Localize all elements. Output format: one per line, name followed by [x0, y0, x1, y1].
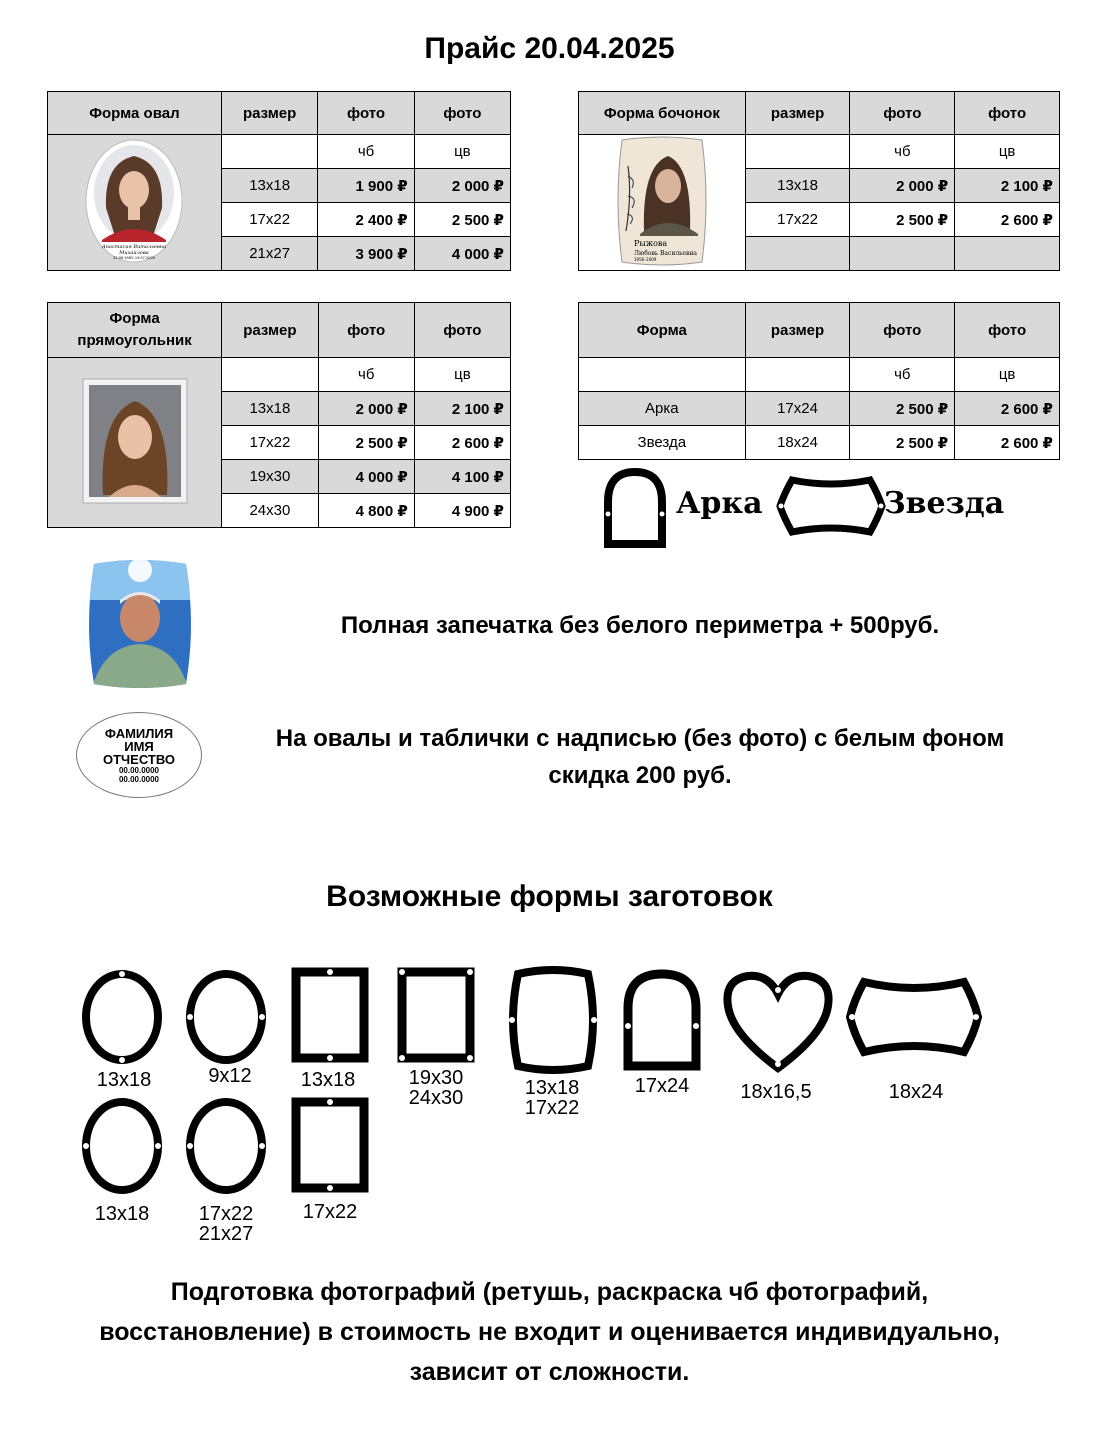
price-bw-cell: 2 500 ₽: [850, 203, 955, 237]
table-header: фото: [318, 303, 414, 358]
price-table-form: [578, 302, 1060, 460]
oval-blank-icon: [80, 968, 164, 1066]
size-cell: 17х22: [221, 203, 318, 237]
barrel-portrait-image: [614, 136, 710, 266]
size-cell: 19х30: [222, 460, 318, 494]
table-row: [579, 392, 1060, 426]
blank-size-label: 17х22: [302, 1201, 358, 1223]
blank-size-label: [502, 1078, 602, 1118]
table-header: размер: [221, 92, 318, 135]
size-cell: 17х24: [745, 392, 850, 426]
plate-note: [200, 720, 1080, 794]
price-color-cell: 2 100 ₽: [955, 169, 1060, 203]
blank-size-line: 17х22: [524, 1097, 580, 1119]
oval-blank-icon: [80, 1096, 164, 1196]
table-cell: цв: [955, 358, 1060, 392]
price-bw-cell: 2 500 ₽: [850, 392, 955, 426]
arch-shape-icon: [600, 466, 670, 550]
size-cell: 13х18: [222, 392, 318, 426]
footer-line: восстановление) в стоимость не входит и оценивается индивидуально,: [99, 1318, 1000, 1346]
price-color-cell: 2 600 ₽: [955, 426, 1060, 460]
rect-photo-cell: [48, 358, 222, 528]
blank-size-line: 17х22: [198, 1203, 254, 1225]
table-header: фото: [414, 92, 510, 135]
table-cell: [745, 358, 850, 392]
blank-size-line: 24х30: [408, 1087, 464, 1109]
table-header: размер: [222, 303, 318, 358]
table-cell: [745, 135, 850, 169]
price-color-cell: 4 000 ₽: [414, 237, 510, 271]
price-color-cell: 4 100 ₽: [414, 460, 510, 494]
plate-line: 00.00.0000: [118, 766, 160, 775]
table-header: Форма бочонок: [579, 92, 746, 135]
blank-size-line: 21х27: [198, 1223, 254, 1245]
price-color-cell: 2 100 ₽: [414, 392, 510, 426]
form-name-cell: Звезда: [579, 426, 746, 460]
caption-line: Рыжова: [633, 238, 668, 248]
oval-photo-cell: [48, 135, 222, 271]
blank-size-label: [176, 1204, 276, 1244]
blank-size-label: 13х18: [94, 1203, 150, 1225]
rect-blank-icon: [290, 1096, 370, 1194]
size-cell: 13х18: [221, 169, 318, 203]
table-header: размер: [745, 303, 850, 358]
price-bw-cell: 2 000 ₽: [850, 169, 955, 203]
price-color-cell: 2 600 ₽: [955, 392, 1060, 426]
price-color-cell: 4 900 ₽: [414, 494, 510, 528]
heart-blank-icon: [720, 966, 836, 1076]
blank-size-label: 18х24: [888, 1081, 944, 1103]
size-cell: 21х27: [221, 237, 318, 271]
table-header: Форма овал: [48, 92, 222, 135]
star-label: Звезда: [884, 486, 1005, 521]
arch-blank-icon: [620, 966, 704, 1074]
price-bw-cell: 3 900 ₽: [318, 237, 414, 271]
size-cell: [745, 237, 850, 271]
price-color-cell: 2 500 ₽: [414, 203, 510, 237]
table-cell: чб: [318, 358, 414, 392]
plate-note-line: скидка 200 руб.: [548, 762, 732, 789]
price-color-cell: 2 000 ₽: [414, 169, 510, 203]
footer-line: зависит от сложности.: [409, 1358, 690, 1386]
price-table-oval: [47, 91, 511, 271]
table-header: Форма прямоугольник: [48, 303, 222, 358]
plate-line: ФАМИЛИЯ: [104, 726, 174, 741]
blank-size-label: 17х24: [634, 1075, 690, 1097]
plate-note-line: На овалы и таблички с надписью (без фото) с белым фоном: [275, 725, 1005, 752]
size-cell: 18х24: [745, 426, 850, 460]
table-cell: чб: [850, 135, 955, 169]
table-cell: цв: [414, 358, 510, 392]
rect-blank-icon: [290, 966, 370, 1064]
arch-label: Арка: [676, 486, 763, 521]
caption-line: Любовь Васильевна: [633, 249, 697, 257]
price-bw-cell: 4 800 ₽: [318, 494, 414, 528]
full-print-note: Полная запечатка без белого периметра + 500руб.: [340, 612, 940, 639]
caption-line: 1956–2009: [633, 256, 657, 262]
plate-line: ОТЧЕСТВО: [102, 752, 176, 767]
blank-size-label: 13х18: [300, 1069, 356, 1091]
oval-portrait-image: [84, 138, 184, 264]
price-table-barrel: [578, 91, 1060, 271]
price-table-rect: [47, 302, 511, 528]
page-title: Прайс 20.04.2025: [424, 32, 675, 65]
price-bw-cell: 2 500 ₽: [850, 426, 955, 460]
price-bw-cell: 4 000 ₽: [318, 460, 414, 494]
plate-line: ИМЯ: [124, 739, 154, 754]
barrel-photo-cell: [579, 135, 746, 271]
blank-size-label: 9х12: [208, 1065, 252, 1087]
blank-size-label: [386, 1068, 486, 1108]
barrel-blank-icon: [506, 966, 600, 1074]
oval-blank-icon: [184, 1096, 268, 1196]
blank-size-line: 19х30: [408, 1067, 464, 1089]
table-header: фото: [850, 92, 955, 135]
size-cell: 17х22: [222, 426, 318, 460]
table-header: Форма: [579, 303, 746, 358]
caption-line: Михайлова: [119, 249, 150, 256]
blank-size-line: 13х18: [524, 1077, 580, 1099]
table-header: фото: [850, 303, 955, 358]
rect-blank-icon: [396, 966, 476, 1064]
footer-line: Подготовка фотографий (ретушь, раскраска чб фотографий,: [170, 1278, 929, 1306]
price-color-cell: [955, 237, 1060, 271]
footer-note: [0, 1272, 1099, 1392]
star-blank-icon: [846, 972, 982, 1062]
price-bw-cell: 2 500 ₽: [318, 426, 414, 460]
table-cell: цв: [414, 135, 510, 169]
size-cell: 24х30: [222, 494, 318, 528]
forms-title: Возможные формы заготовок: [326, 880, 773, 913]
price-bw-cell: 2 400 ₽: [318, 203, 414, 237]
table-cell: чб: [850, 358, 955, 392]
table-cell: чб: [318, 135, 414, 169]
table-header: фото: [318, 92, 414, 135]
table-header: фото: [955, 303, 1060, 358]
price-color-cell: 2 600 ₽: [414, 426, 510, 460]
form-name-cell: Арка: [579, 392, 746, 426]
caption-line: 22.06.1983–19.07.2009: [113, 255, 156, 260]
table-cell: [221, 135, 318, 169]
rect-portrait-image: [79, 375, 191, 507]
table-header: размер: [745, 92, 850, 135]
table-header: фото: [414, 303, 510, 358]
text-plate-sample: [76, 712, 202, 798]
price-bw-cell: 2 000 ₽: [318, 392, 414, 426]
size-cell: 13х18: [745, 169, 850, 203]
price-bw-cell: 1 900 ₽: [318, 169, 414, 203]
table-row: [579, 426, 1060, 460]
blank-size-label: 18х16,5: [740, 1081, 812, 1103]
size-cell: 17х22: [745, 203, 850, 237]
table-header: фото: [955, 92, 1060, 135]
table-cell: цв: [955, 135, 1060, 169]
price-bw-cell: [850, 237, 955, 271]
table-cell: [579, 358, 746, 392]
caption-line: Анастасия Витальевна: [102, 243, 167, 250]
plate-line: 00.00.0000: [118, 775, 160, 784]
star-shape-icon: [776, 470, 886, 542]
full-print-photo-image: [84, 560, 196, 688]
table-cell: [222, 358, 318, 392]
oval-blank-icon: [184, 968, 268, 1066]
blank-size-label: 13х18: [96, 1069, 152, 1091]
price-color-cell: 2 600 ₽: [955, 203, 1060, 237]
